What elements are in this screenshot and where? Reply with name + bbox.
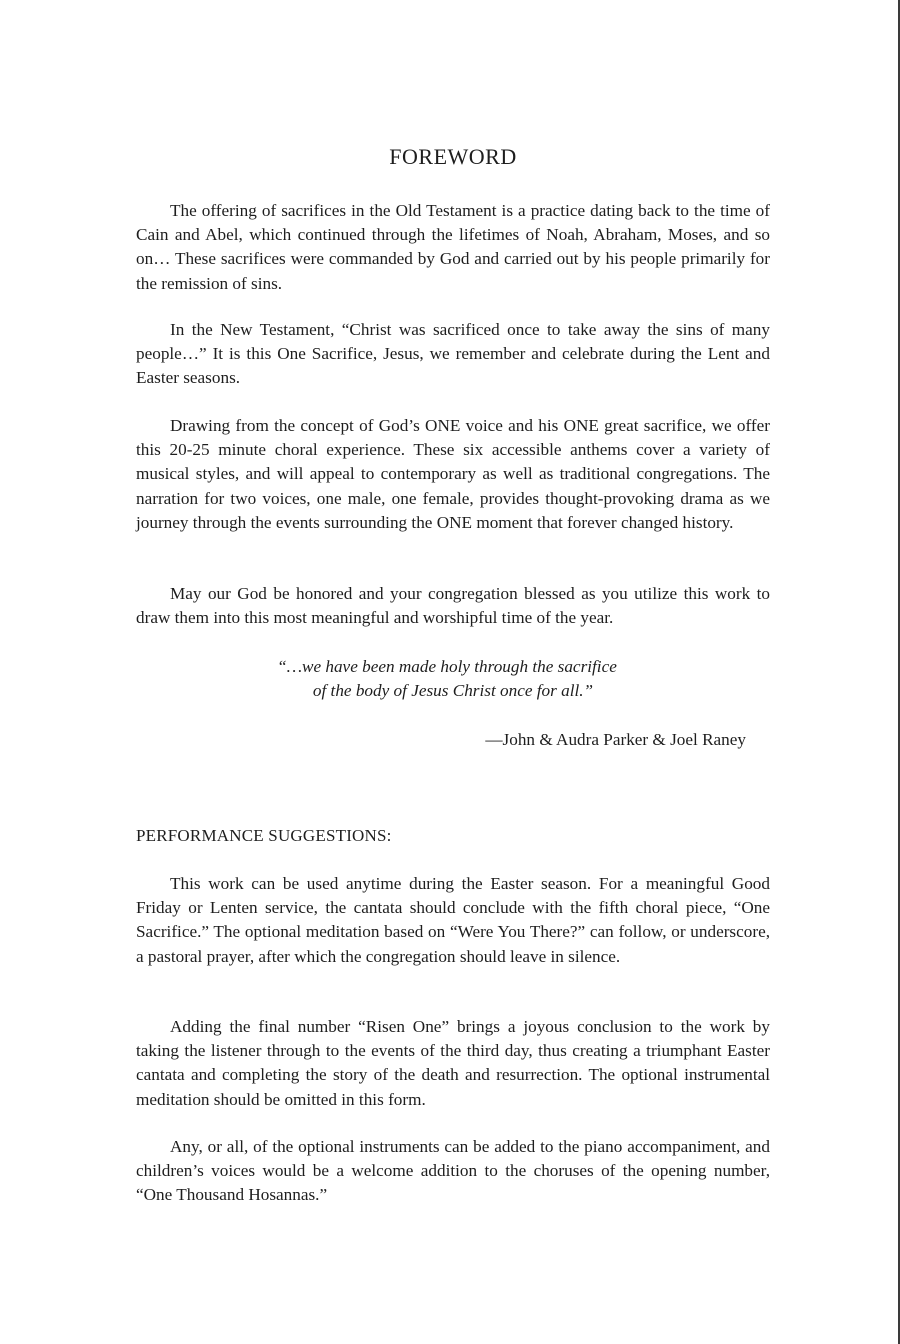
foreword-paragraph-4: May our God be honored and your congregation blessed as you utilize this work to draw them into this most meaningful and worshipful time of the year. bbox=[136, 584, 770, 628]
foreword-title: FOREWORD bbox=[389, 144, 517, 169]
scripture-quote bbox=[136, 655, 770, 703]
foreword-paragraph-1: The offering of sacrifices in the Old Testament is a practice dating back to the time of Cain and Abel, which continued through the lifetimes of Noah, Abraham, Moses, and so on… These sacrifices were commanded by God and carried out by his people primarily for the remission of sins. bbox=[136, 201, 770, 293]
authors-signature: —John & Audra Parker & Joel Raney bbox=[485, 730, 746, 749]
performance-paragraph-1: This work can be used anytime during the Easter season. For a meaningful Good Friday or Lenten service, the cantata should conclude with the fifth choral piece, “One Sacrifice.” The optional meditation based on “Were You There?” can follow, or underscore, a pastoral prayer, after which the congregation should leave in silence. bbox=[136, 874, 770, 966]
quote-line-2: of the body of Jesus Christ once for all.” bbox=[312, 681, 594, 701]
quote-line-1: “…we have been made holy through the sacrifice bbox=[277, 657, 617, 676]
foreword-paragraph-3: Drawing from the concept of God’s ONE voice and his ONE great sacrifice, we offer this 20-25 minute choral experience. These six accessible anthems cover a variety of musical styles, and will appeal to contemporary as well as traditional congregations. The narration for two voices, one male, one female, provides thought-provoking drama as we journey through the events surrounding the ONE moment that forever changed history. bbox=[136, 416, 770, 532]
performance-paragraph-3: Any, or all, of the optional instruments can be added to the piano accompaniment, and children’s voices would be a welcome addition to the choruses of the opening number, “One Thousand Hosannas.” bbox=[136, 1137, 770, 1205]
performance-heading: PERFORMANCE SUGGESTIONS: bbox=[136, 826, 392, 845]
foreword-paragraph-2: In the New Testament, “Christ was sacrificed once to take away the sins of many people…” It is this One Sacrifice, Jesus, we remember and celebrate during the Lent and Easter seasons. bbox=[136, 320, 770, 388]
performance-paragraph-2: Adding the final number “Risen One” brings a joyous conclusion to the work by taking the listener through to the events of the third day, thus creating a triumphant Easter cantata and completing the story of the death and resurrection. The optional instrumental meditation should be omitted in this form. bbox=[136, 1017, 770, 1109]
